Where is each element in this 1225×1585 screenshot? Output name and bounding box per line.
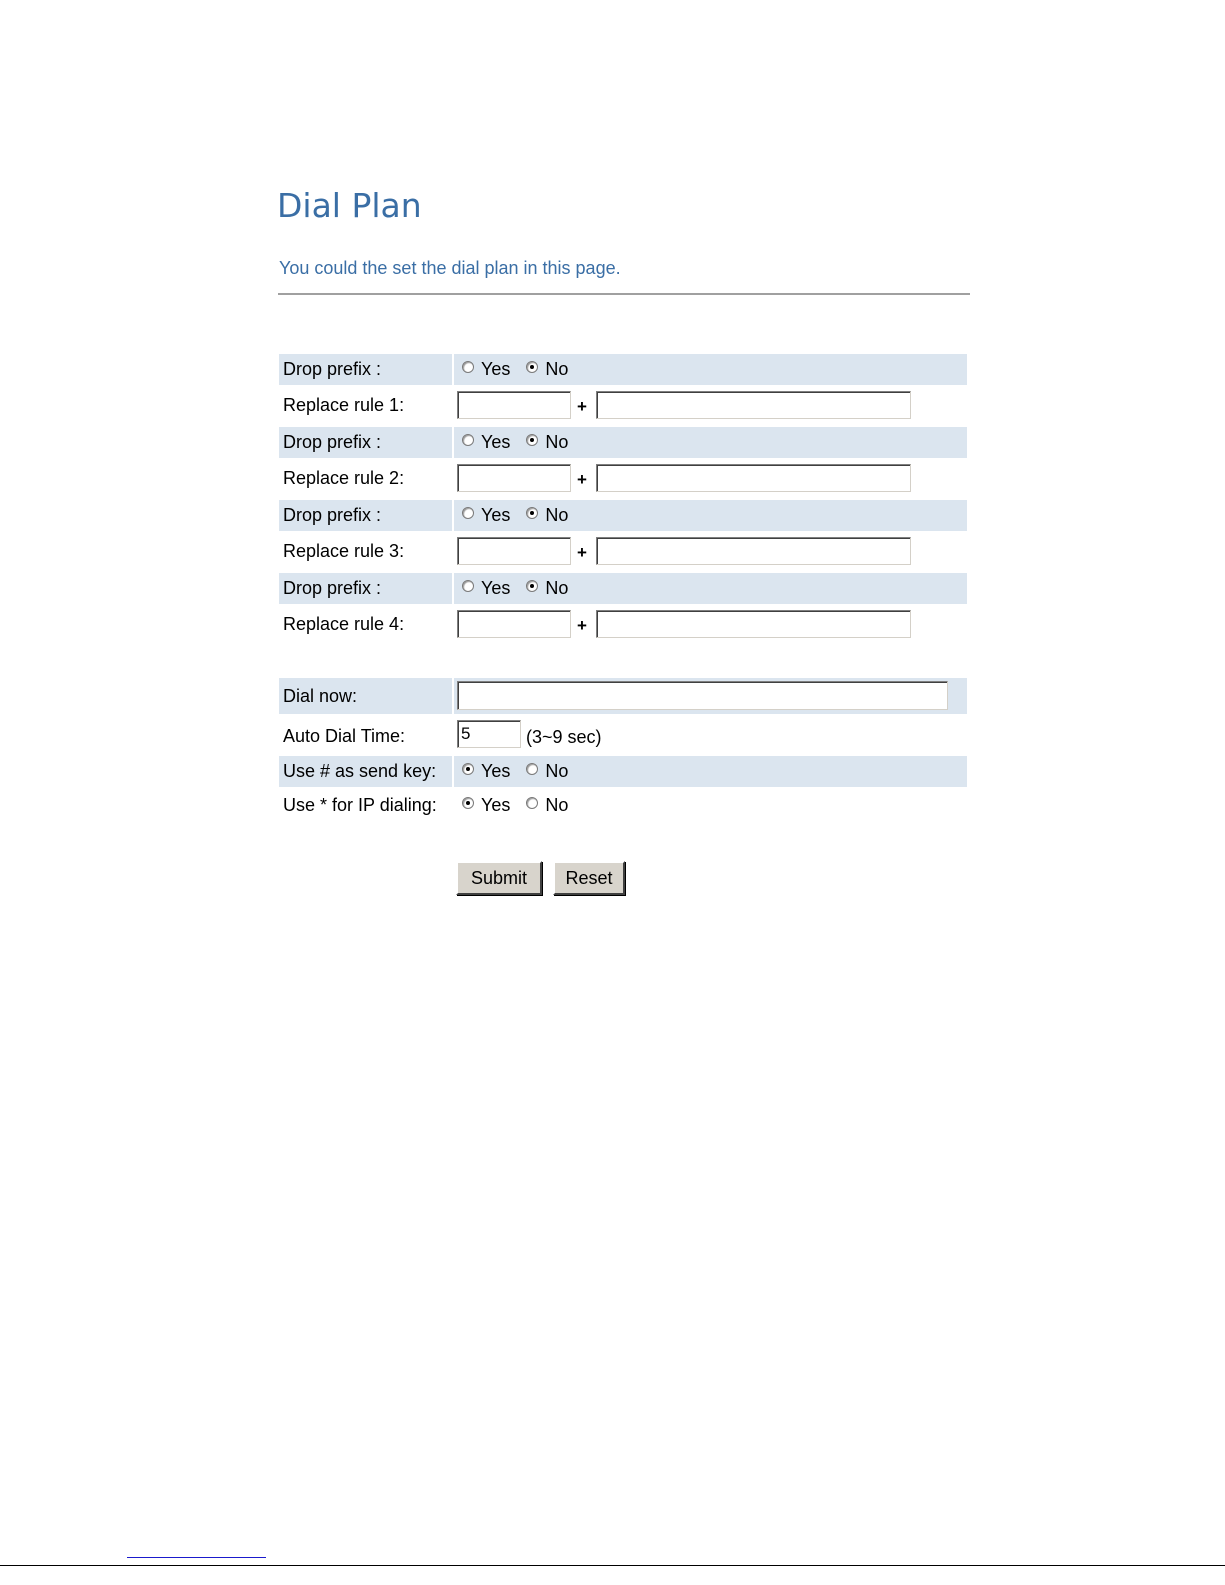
drop-prefix-3-no-radio[interactable]: No (526, 505, 568, 526)
drop-prefix-label: Drop prefix : (279, 500, 452, 531)
replace-rule-label: Replace rule 4: (283, 614, 405, 634)
replace-rule-4-replacement-input[interactable] (596, 610, 911, 638)
replace-rule-2-replacement-input[interactable] (596, 464, 911, 492)
auto-dial-time-row (279, 719, 967, 753)
drop-prefix-label: Drop prefix : (279, 354, 452, 385)
drop-prefix-1-no-radio[interactable]: No (526, 359, 568, 380)
use-star-ip-dialing-row (279, 790, 967, 821)
drop-prefix-4-yes-radio[interactable]: Yes (462, 578, 510, 599)
title-divider (278, 293, 970, 295)
dial-now-label: Dial now: (279, 678, 452, 714)
reset-button[interactable]: Reset (553, 861, 625, 895)
use-hash-yes-radio[interactable]: Yes (462, 761, 510, 782)
footer-link-underline (127, 1557, 266, 1558)
radio-checked-icon[interactable] (526, 507, 538, 519)
replace-rule-label: Replace rule 1: (283, 395, 405, 415)
drop-prefix-label: Drop prefix : (279, 427, 452, 458)
drop-prefix-2-no-radio[interactable]: No (526, 432, 568, 453)
drop-prefix-label: Drop prefix : (279, 573, 452, 604)
radio-icon[interactable] (526, 763, 538, 775)
drop-prefix-options (454, 500, 967, 531)
use-hash-send-key-row (279, 756, 967, 787)
replace-rule-label: Replace rule 3: (283, 541, 405, 561)
auto-dial-time-input[interactable] (457, 720, 521, 748)
page-subtitle: You could the set the dial plan in this page. (279, 258, 621, 278)
replace-rule-label: Replace rule 2: (283, 468, 405, 488)
radio-checked-icon[interactable] (462, 763, 474, 775)
plus-sign: + (577, 397, 587, 416)
drop-prefix-row-4 (279, 573, 967, 604)
replace-rule-2-prefix-input[interactable] (457, 464, 571, 492)
dial-now-row (279, 678, 967, 714)
page-bottom-rule (0, 1565, 1225, 1566)
replace-rule-3-prefix-input[interactable] (457, 537, 571, 565)
replace-rule-4-prefix-input[interactable] (457, 610, 571, 638)
radio-icon[interactable] (462, 434, 474, 446)
drop-prefix-row-2 (279, 427, 967, 458)
use-star-yes-radio[interactable]: Yes (462, 795, 510, 816)
radio-icon[interactable] (462, 580, 474, 592)
replace-rule-row-4 (279, 609, 967, 640)
replace-rule-1-prefix-input[interactable] (457, 391, 571, 419)
replace-rule-3-replacement-input[interactable] (596, 537, 911, 565)
plus-sign: + (577, 543, 587, 562)
radio-icon[interactable] (462, 361, 474, 373)
drop-prefix-1-yes-radio[interactable]: Yes (462, 359, 510, 380)
radio-icon[interactable] (526, 797, 538, 809)
page-title: Dial Plan (277, 186, 422, 225)
drop-prefix-3-yes-radio[interactable]: Yes (462, 505, 510, 526)
replace-rule-row-1 (279, 390, 967, 421)
drop-prefix-options (454, 427, 967, 458)
use-hash-send-key-label: Use # as send key: (279, 756, 452, 787)
replace-rule-row-2 (279, 463, 967, 494)
plus-sign: + (577, 616, 587, 635)
use-star-ip-dialing-label: Use * for IP dialing: (283, 795, 437, 815)
radio-checked-icon[interactable] (526, 361, 538, 373)
radio-icon[interactable] (462, 507, 474, 519)
drop-prefix-row-1 (279, 354, 967, 385)
use-hash-no-radio[interactable]: No (526, 761, 568, 782)
drop-prefix-4-no-radio[interactable]: No (526, 578, 568, 599)
drop-prefix-row-3 (279, 500, 967, 531)
submit-button[interactable]: Submit (456, 861, 542, 895)
dial-now-input[interactable] (457, 681, 948, 710)
replace-rule-row-3 (279, 536, 967, 567)
radio-checked-icon[interactable] (526, 580, 538, 592)
auto-dial-time-hint: (3~9 sec) (526, 727, 602, 747)
replace-rule-1-replacement-input[interactable] (596, 391, 911, 419)
plus-sign: + (577, 470, 587, 489)
radio-checked-icon[interactable] (462, 797, 474, 809)
drop-prefix-options (454, 354, 967, 385)
use-star-no-radio[interactable]: No (526, 795, 568, 816)
auto-dial-time-label: Auto Dial Time: (283, 726, 406, 746)
drop-prefix-options (454, 573, 967, 604)
drop-prefix-2-yes-radio[interactable]: Yes (462, 432, 510, 453)
radio-checked-icon[interactable] (526, 434, 538, 446)
